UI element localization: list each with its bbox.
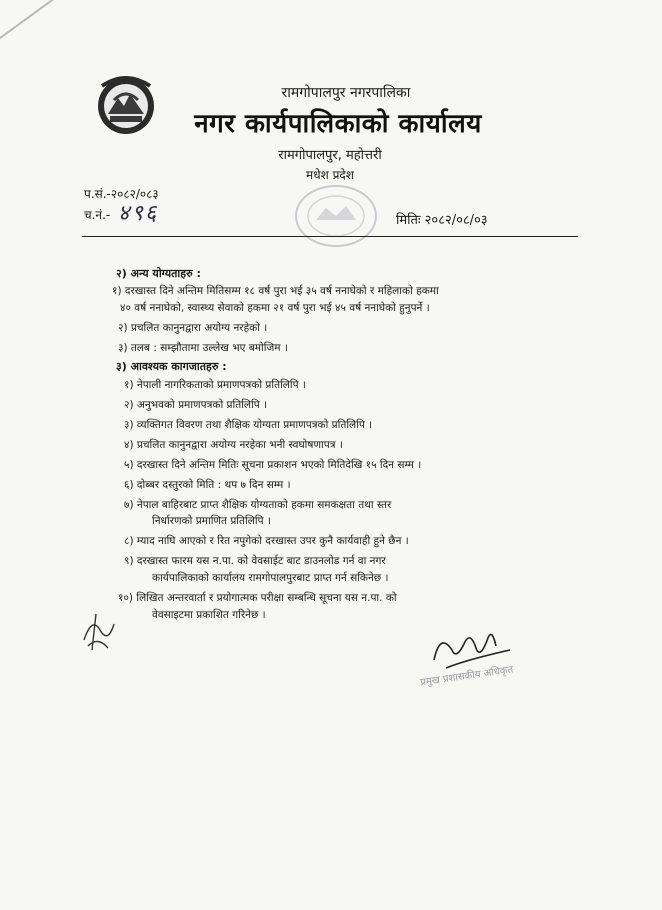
office-address: रामगोपालपुर, महोत्तरी (278, 148, 382, 163)
list-item: २) प्रचलित कानुनद्वारा अयोग्य नरहेको । (118, 322, 268, 334)
handwritten-signature-left (78, 610, 122, 654)
province-name: मधेश प्रदेश (306, 168, 354, 182)
header-divider (82, 236, 578, 237)
office-stamp-seal (290, 180, 382, 252)
list-item: ३) तलब : सम्झौतामा उल्लेख भए बमोजिम । (118, 342, 288, 354)
list-item: ९) दरखास्त फारम यस न.पा. को वेवसाईट बाट डाउनलोड गर्न वा नगर (124, 555, 386, 567)
nepal-emblem-logo (92, 70, 160, 138)
list-item: २) अनुभवको प्रमाणपत्रको प्रतिलिपि । (124, 399, 268, 411)
list-item: ६) दोब्बर दस्तुरको मिति : थप ७ दिन सम्म । (124, 479, 291, 491)
list-item-continuation: निर्धारणको प्रमाणित प्रतिलिपि । (152, 515, 271, 527)
list-item: १) नेपाली नागरिकताको प्रमाणपत्रको प्रतिलिपि । (124, 379, 306, 391)
list-item: ७) नेपाल बाहिरबाट प्राप्त शैक्षिक योग्यताको हकमा समकक्षता तथा स्तर (124, 499, 392, 511)
document-date: मितिः २०८२/०८/०३ (396, 213, 488, 228)
section-heading-other-qualifications: २) अन्य योग्यताहरु : (116, 267, 201, 280)
list-item-continuation: वेवसाइटमा प्रकाशित गरिनेछ । (152, 609, 266, 621)
chief-administrative-officer-stamp: प्रमुख प्रशासकीय अधिकृत (419, 664, 514, 689)
list-item: १०) लिखित अन्तरवार्ता र प्रयोगात्मक परीक्षा सम्बन्धि सूचना यस न.पा. को (118, 592, 397, 604)
list-item: ४० वर्ष ननाघेको, स्वास्थ्य सेवाको हकमा २१ वर्ष पुरा भई ४५ वर्ष ननाघेको हुनुपर्ने । (120, 302, 430, 314)
office-title: नगर कार्यपालिकाको कार्यालय (194, 109, 482, 139)
list-item-continuation: कार्यपालिकाको कार्यालय रामगोपालपुरबाट प्राप्त गर्न सकिनेछ । (152, 572, 389, 584)
reference-ps-number: प.सं.-२०८२/०८३ (84, 187, 159, 201)
section-heading-required-documents: ३) आवश्यक कागजातहरु : (116, 360, 227, 373)
reference-cn-label: च.नं.- (84, 208, 111, 222)
municipality-name: रामगोपालपुर नगरपालिका (281, 85, 411, 101)
list-item: १) दरखास्त दिने अन्तिम मितिसम्म १८ वर्ष पुरा भई ३५ वर्ष ननाघेको र महिलाको हकमा (112, 285, 439, 297)
reference-cn-handwritten: ४९६ (118, 201, 159, 226)
list-item: ४) प्रचलित कानुनद्वारा अयोग्य नरहेका भनी स्वघोषणापत्र । (124, 439, 343, 451)
list-item: ५) दरखास्त दिने अन्तिम मितिः सूचना प्रकाशन भएको मितिदेखि १५ दिन सम्म । (124, 459, 422, 471)
list-item: ३) व्यक्तिगत विवरण तथा शैक्षिक योग्यता प्रमाणपत्रको प्रतिलिपि । (124, 419, 373, 431)
list-item: ८) म्याद नाघि आएको र रित नपुगेको दरखास्त उपर कुनै कार्यवाही हुने छैन । (124, 535, 409, 547)
